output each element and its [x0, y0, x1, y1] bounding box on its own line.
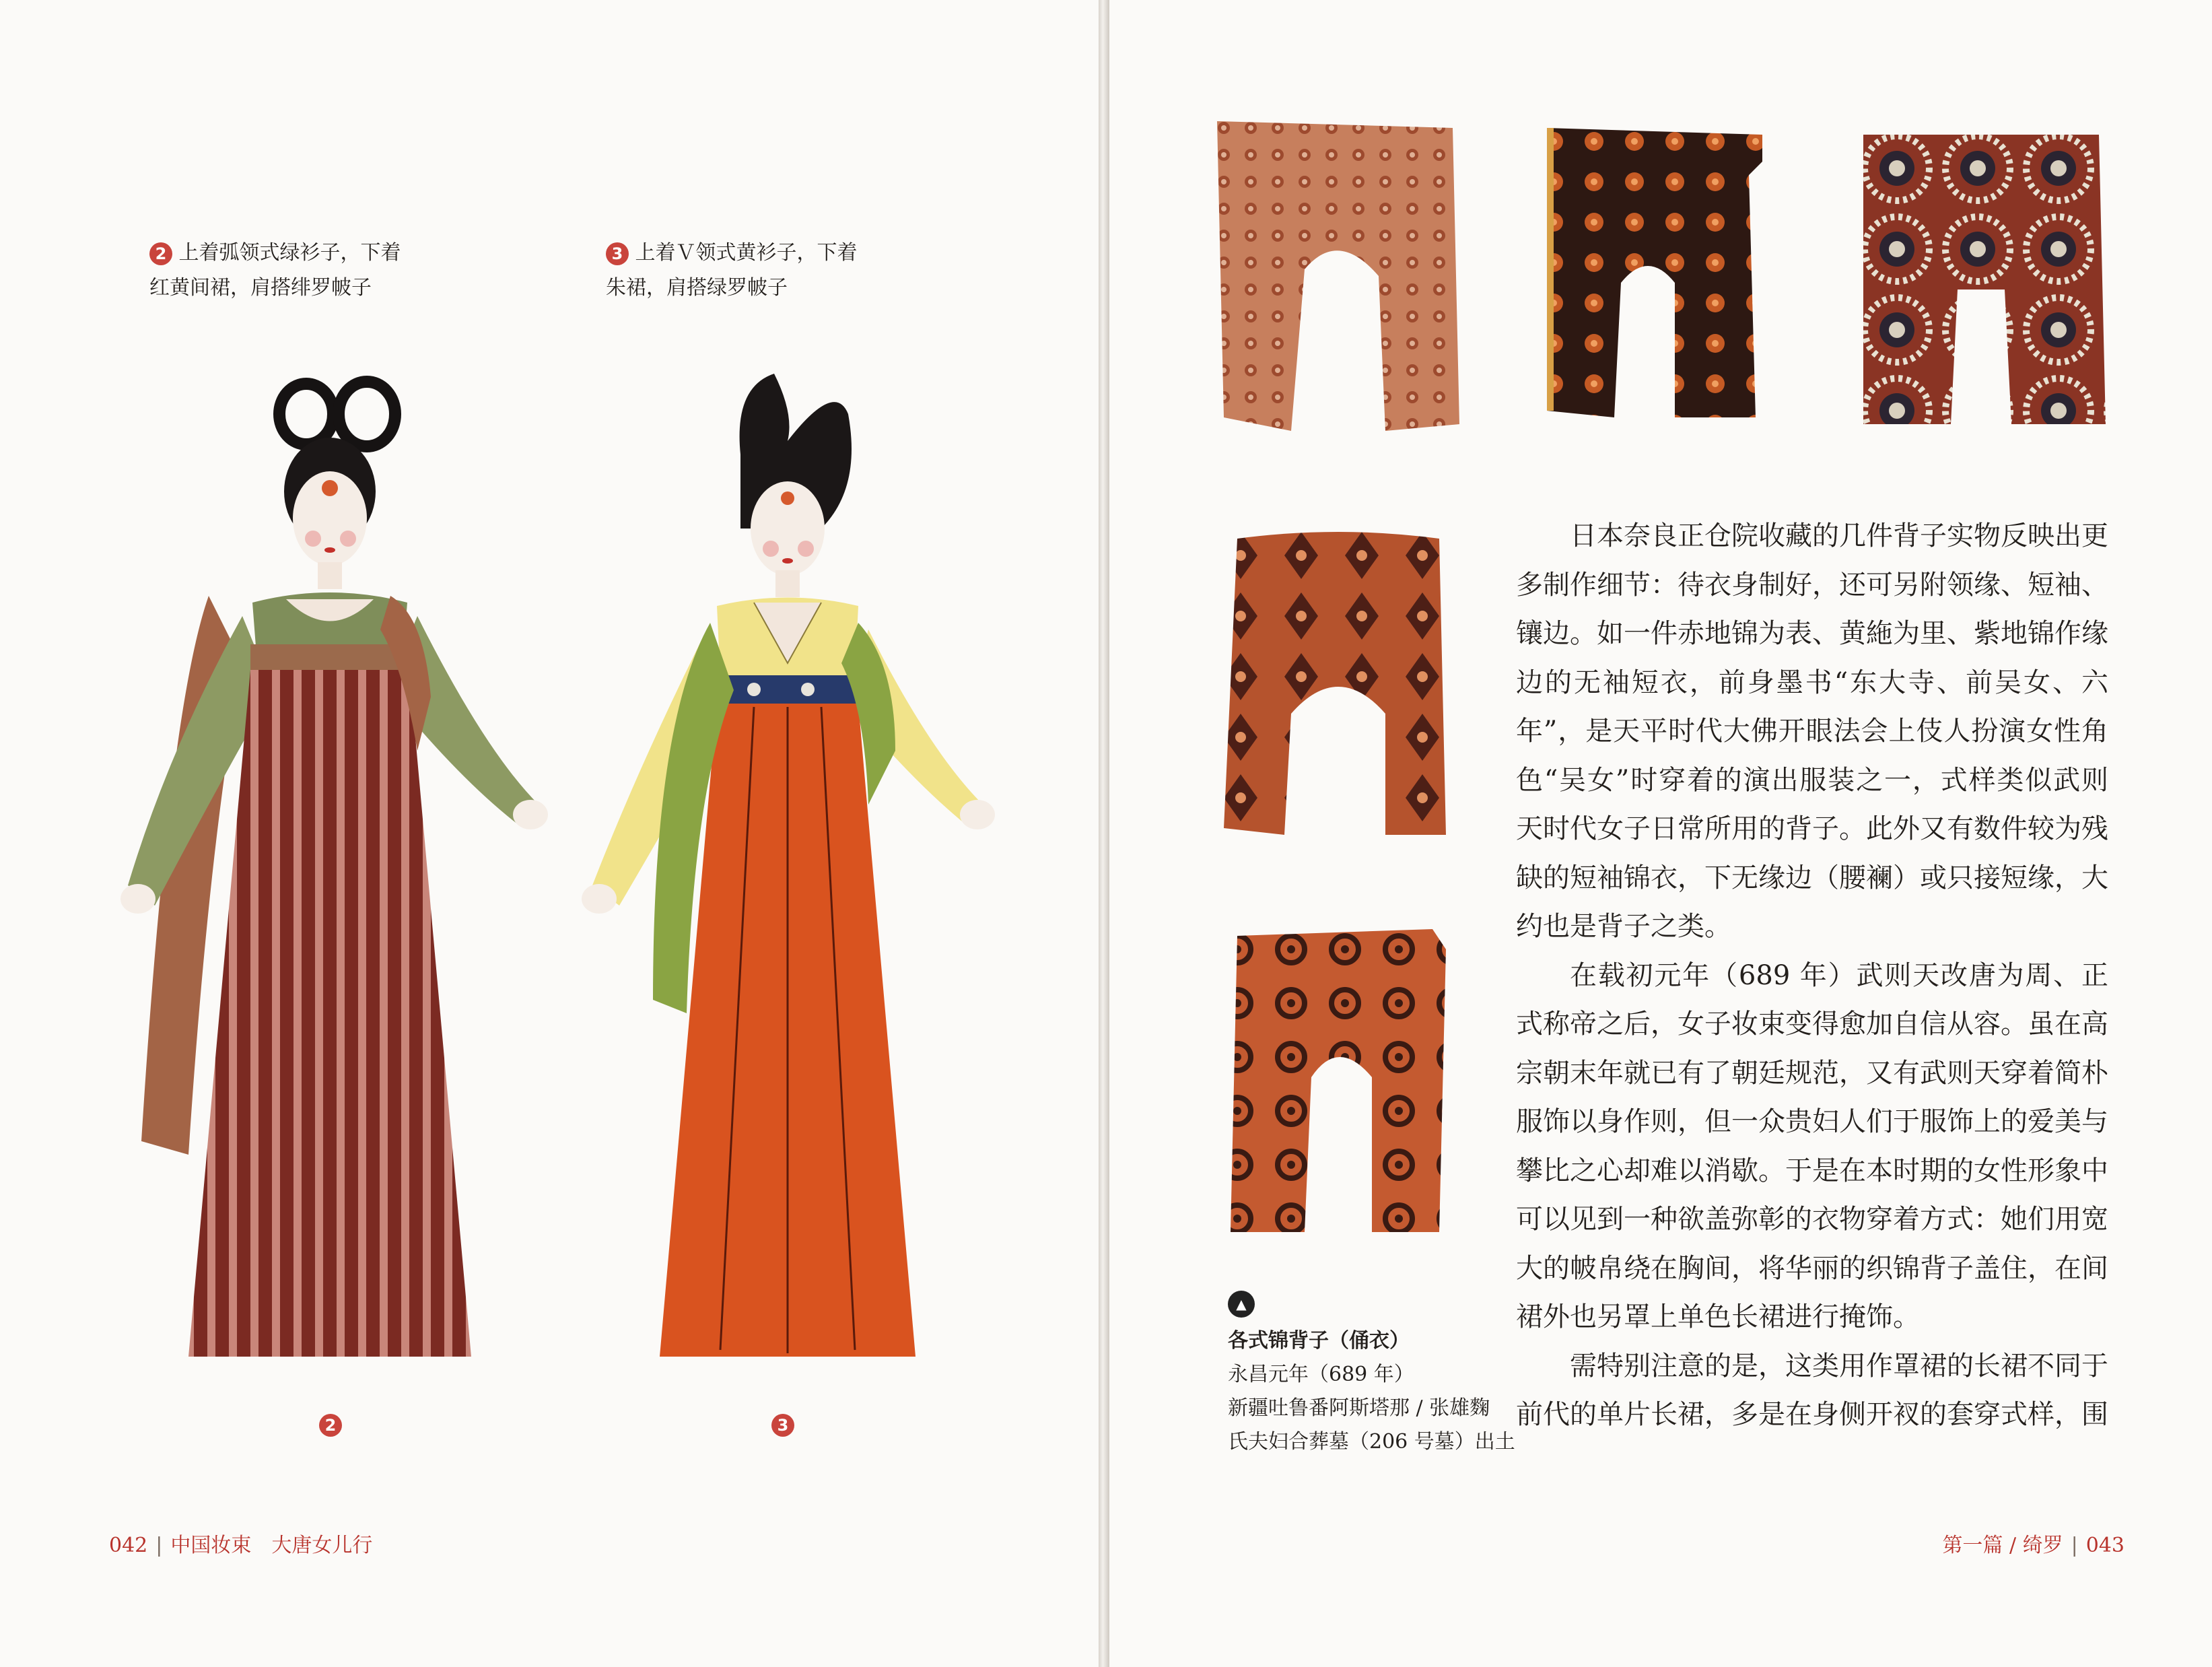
caption-line: 红黄间裙，肩搭绯罗帔子: [149, 276, 372, 300]
caption-line: 氏夫妇合葬墓（206 号墓）出土: [1228, 1430, 1515, 1454]
page-number: 042: [109, 1534, 148, 1557]
right-page-footer: [1942, 1528, 2124, 1558]
figure-label-3: 3: [771, 1414, 794, 1437]
illustration-woman-figure-3: [552, 374, 1010, 1390]
right-page: [1109, 0, 2212, 1667]
book-title: 中国妆束 大唐女儿行: [170, 1534, 373, 1557]
illustration-woman-figure-2: [108, 374, 565, 1390]
caption-title: 各式锦背子（俑衣）: [1228, 1329, 1410, 1353]
caption-line: 新疆吐鲁番阿斯塔那 / 张雄麴: [1228, 1396, 1490, 1420]
figure-number-badge: 2: [149, 242, 172, 265]
caption-line: 上着Ｖ领式黄衫子，下着: [635, 241, 858, 265]
textile-photo-2: [1533, 121, 1789, 438]
left-page: [0, 0, 1099, 1667]
figure-label-2: 2: [319, 1414, 342, 1437]
caption-line: 永昌元年（689 年）: [1228, 1363, 1414, 1386]
body-text: [1516, 512, 2108, 1439]
page-number: 043: [2085, 1534, 2124, 1557]
textile-photo-4: [1210, 525, 1466, 842]
textile-photo-5: [1210, 922, 1466, 1246]
textile-caption: [1228, 1286, 1524, 1459]
book-gutter: [1099, 0, 1109, 1667]
paragraph: 在载初元年（689 年）武则天改唐为周、正式称帝之后，女子妆束变得愈加自信从容。虽在高宗朝末年就已有了朝廷规范，又有武则天穿着简朴服饰以身作则，但一众贵妇人们于服饰上的爱美与攀比之心却难以消歇。于是在本时期的女性形象中可以见到一种欲盖弥彰的衣物穿着方式：她们用宽大的帔帛绕在胸间，将华丽的织锦背子盖住，在间裙外也另罩上单色长裙进行掩饰。: [1516, 959, 2108, 1332]
footer-separator: |: [2071, 1534, 2078, 1557]
figure-number-badge: 3: [606, 242, 629, 265]
caption-line: 朱裙，肩搭绿罗帔子: [606, 276, 788, 300]
caption-figure-2: [149, 236, 401, 306]
up-triangle-icon: ▲: [1228, 1291, 1255, 1318]
left-page-footer: [109, 1528, 372, 1558]
caption-figure-3: [606, 236, 858, 306]
textile-photo-1: [1210, 114, 1466, 444]
textile-photo-3: [1857, 128, 2112, 431]
section-title: 第一篇 / 绮罗: [1942, 1534, 2063, 1557]
paragraph: 需特别注意的是，这类用作罩裙的长裙不同于前代的单片长裙，多是在身侧开衩的套穿式样，围: [1516, 1350, 2108, 1430]
caption-line: 上着弧领式绿衫子，下着: [178, 241, 401, 265]
paragraph: 日本奈良正仓院收藏的几件背子实物反映出更多制作细节：待衣身制好，还可另附领缘、短袖、镶边。如一件赤地锦为表、黄絁为里、紫地锦作缘边的无袖短衣，前身墨书“东大寺、前吴女、六年”，是天平时代大佛开眼法会上伎人扮演女性角色“吴女”时穿着的演出服装之一，式样类似武则天时代女子日常所用的背子。此外又有数件较为残缺的短袖锦衣，下无缘边（腰襕）或只接短缘，大约也是背子之类。: [1516, 520, 2108, 942]
footer-separator: |: [155, 1534, 163, 1557]
